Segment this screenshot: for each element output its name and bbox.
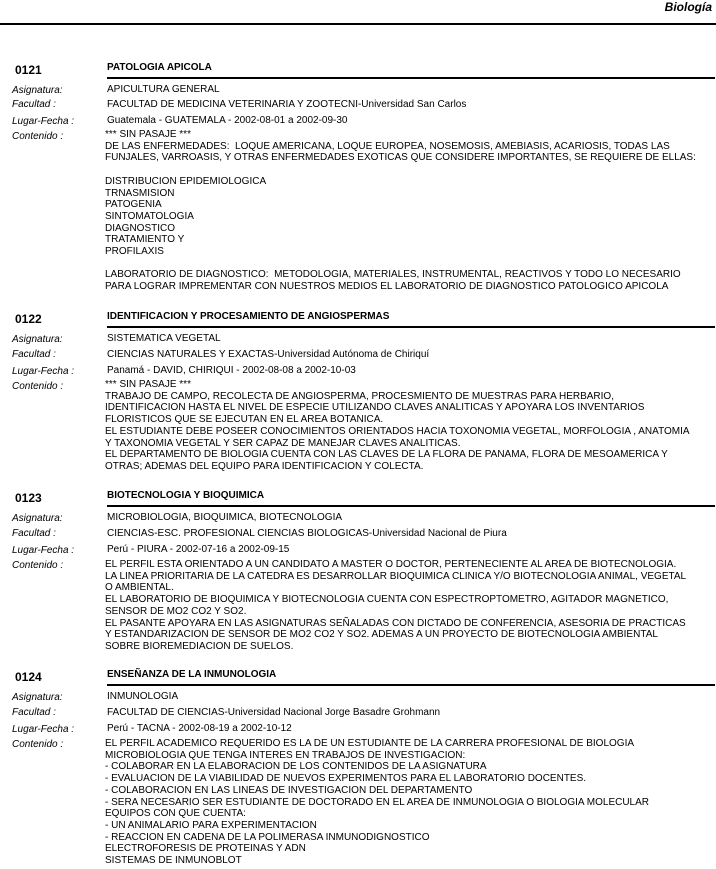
lugar-fecha-value: Guatemala - GUATEMALA - 2002-08-01 a 2002-09-30 — [107, 115, 348, 126]
contenido-text: *** SIN PASAJE *** DE LAS ENFERMEDADES: LOQUE AMERICANA, LOQUE EUROPEA, NOSEMOSIS, AMEBIASIS, ACARIOSIS, TODAS LAS FUNJALES, VARROASIS, Y OTRAS ENFERMEDADES EXOTICAS QUE CONSIDERE IMPORTANTES, SE REQUIERE DE ELLAS: DISTRIBUCION EPIDEMIOLOGICA TRNASMISION PATOGENIA SINTOMATOLOGIA DIAGNOSTICO TRATAMIENTO Y PROFILAXIS LABORATORIO DE DIAGNOSTICO: METODOLOGIA, MATERIALES, INSTRUMENTAL, REACTIVOS Y TODO LO NECESARIO PARA LOGRAR IMPREMENTAR CON NUESTROS MEDIOS EL LABORATORIO DE DIAGNOSTICO PATOLOGICO APICOLA — [105, 129, 696, 293]
facultad-label: Facultad : — [12, 99, 56, 110]
contenido-label: Contenido : — [12, 381, 64, 392]
entry-divider — [107, 326, 715, 328]
contenido-label: Contenido : — [12, 739, 64, 750]
asignatura-label: Asignatura: — [12, 513, 63, 524]
contenido-text: EL PERFIL ESTA ORIENTADO A UN CANDIDATO A MASTER O DOCTOR, PERTENECIENTE AL AREA DE BIOTECNOLOGIA. LA LINEA PRIORITARIA DE LA CATEDRA ES DESARROLLAR BIOQUIMICA CLINICA Y/O BIOTECNOLOGIA ANIMAL, VEGETAL O AMBIENTAL. EL LABORATORIO DE BIOQUIMICA Y BIOTECNOLOGIA CUENTA CON ESPECTROPTOMETRO, AGITADOR MAGNETICO, SENSOR DE MO2 CO2 Y SO2. EL PASANTE APOYARA EN LAS ASIGNATURAS SEÑALADAS CON DICTADO DE CONFERENCIA, ASESORIA DE PRACTICAS Y ESTANDARIZACION DE SENSOR DE MO2 CO2 Y SO2. ADEMAS A UN PROYECTO DE BIOTECNOLOGIA AMBIENTAL SOBRE BIOREMEDIACION DE SUELOS. — [105, 559, 687, 652]
asignatura-value: MICROBIOLOGIA, BIOQUIMICA, BIOTECNOLOGIA — [107, 512, 343, 523]
facultad-label: Facultad : — [12, 528, 56, 539]
entry-divider — [107, 684, 715, 686]
asignatura-label: Asignatura: — [12, 692, 63, 703]
lugar-fecha-label: Lugar-Fecha : — [12, 724, 75, 735]
entry-title: PATOLOGIA APICOLA — [107, 62, 212, 73]
contenido-label: Contenido : — [12, 131, 64, 142]
facultad-value: CIENCIAS NATURALES Y EXACTAS-Universidad Autónoma de Chiriquí — [107, 349, 430, 360]
asignatura-value: SISTEMATICA VEGETAL — [107, 333, 221, 344]
entry-code: 0124 — [15, 670, 42, 684]
entry-title: IDENTIFICACION Y PROCESAMIENTO DE ANGIOSPERMAS — [107, 311, 390, 322]
entry-code: 0121 — [15, 63, 42, 77]
section-title: Biología — [664, 0, 712, 14]
facultad-value: FACULTAD DE MEDICINA VETERINARIA Y ZOOTECNI-Universidad San Carlos — [107, 99, 467, 110]
entry-code: 0122 — [15, 312, 42, 326]
asignatura-label: Asignatura: — [12, 334, 63, 345]
lugar-fecha-value: Panamá - DAVID, CHIRIQUI - 2002-08-08 a 2002-10-03 — [107, 365, 356, 376]
contenido-text: EL PERFIL ACADEMICO REQUERIDO ES LA DE UN ESTUDIANTE DE LA CARRERA PROFESIONAL DE BIOLOGIA MICROBIOLOGIA QUE TENGA INTERES EN TRABAJOS DE INVESTIGACION: - COLABORAR EN LA ELABORACION DE LOS CONTENIDOS DE LA ASIGNATURA - EVALUACION DE LA VIABILIDAD DE NUEVOS EXPERIMENTOS PARA EL LABORATORIO DOCENTES. - COLABORACION EN LAS LINEAS DE INVESTIGACION DEL DEPARTAMENTO - SERA NECESARIO SER ESTUDIANTE DE DOCTORADO EN EL AREA DE INMUNOLOGIA O BIOLOGIA MOLECULAR EQUIPOS CON QUE CUENTA: - UN ANIMALARIO PARA EXPERIMENTACION - REACCION EN CADENA DE LA POLIMERASA INMUNODIGNOSTICO ELECTROFORESIS DE PROTEINAS Y ADN SISTEMAS DE INMUNOBLOT — [105, 738, 650, 867]
page-header — [0, 0, 716, 25]
facultad-value: CIENCIAS-ESC. PROFESIONAL CIENCIAS BIOLOGICAS-Universidad Nacional de Piura — [107, 528, 507, 539]
lugar-fecha-value: Perú - TACNA - 2002-08-19 a 2002-10-12 — [107, 723, 292, 734]
entry-divider — [107, 77, 715, 79]
lugar-fecha-label: Lugar-Fecha : — [12, 116, 75, 127]
facultad-value: FACULTAD DE CIENCIAS-Universidad Nacional Jorge Basadre Grohmann — [107, 707, 441, 718]
facultad-label: Facultad : — [12, 707, 56, 718]
asignatura-label: Asignatura: — [12, 85, 63, 96]
entry-divider — [107, 505, 715, 507]
facultad-label: Facultad : — [12, 349, 56, 360]
asignatura-value: INMUNOLOGIA — [107, 691, 179, 702]
contenido-text: *** SIN PASAJE *** TRABAJO DE CAMPO, RECOLECTA DE ANGIOSPERMA, PROCESMIENTO DE MUESTRAS PARA HERBARIO, IDENTIFICACION HASTA EL NIVEL DE ESPECIE UTILIZANDO CLAVES ANALITICAS Y APOYARA LOS INVENTARIOS FLORISTICOS QUE SE EJECUTAN EN EL AREA BOTANICA. EL ESTUDIANTE DEBE POSEER CONOCIMIENTOS ORIENTADOS HACIA TOXONOMIA VEGETAL, MORFOLOGIA , ANATOMIA Y TAXONOMIA VEGETAL Y SER CAPAZ DE MANEJAR CLAVES ANALITICAS. EL DEPARTAMENTO DE BIOLOGIA CUENTA CON LAS CLAVES DE LA FLORA DE PANAMA, FLORA DE MESOAMERICA Y OTRAS; ADEMAS DEL EQUIPO PARA IDENTIFICACION Y COLECTA. — [105, 379, 690, 472]
lugar-fecha-value: Perú - PIURA - 2002-07-16 a 2002-09-15 — [107, 544, 290, 555]
lugar-fecha-label: Lugar-Fecha : — [12, 366, 75, 377]
entry-title: ENSEÑANZA DE LA INMUNOLOGIA — [107, 669, 277, 680]
contenido-label: Contenido : — [12, 560, 64, 571]
entry-code: 0123 — [15, 491, 42, 505]
lugar-fecha-label: Lugar-Fecha : — [12, 545, 75, 556]
entry-title: BIOTECNOLOGIA Y BIOQUIMICA — [107, 490, 265, 501]
asignatura-value: APICULTURA GENERAL — [107, 84, 220, 95]
